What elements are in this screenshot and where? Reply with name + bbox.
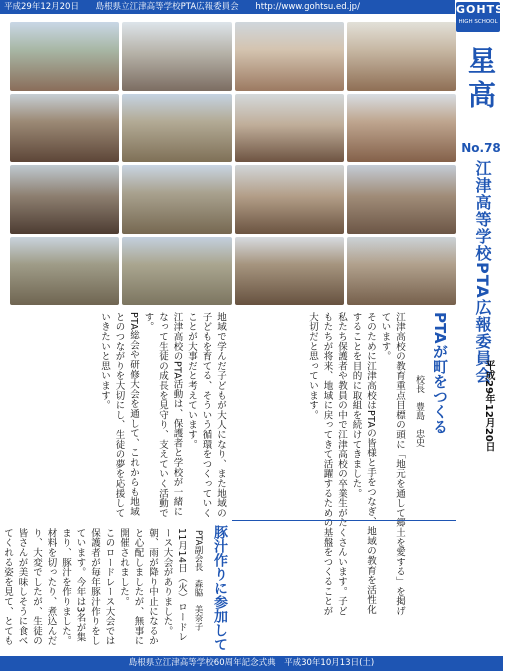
- header-date: 平成29年12月20日: [4, 2, 79, 12]
- article2-paragraph: 材料を切ったり、煮込んだり、大変でしたが、生徒の皆さんが美味しそうに食べてくれる姿を見て、とても: [2, 528, 57, 646]
- article1-paragraph: そのために江津高校はPTAの皆様と手をつなぎ、地域の教育を活性化することを目的に取組を続けてきました。: [350, 312, 376, 615]
- article2-byline: PTA副会長 森脇 美奈子: [193, 530, 203, 631]
- logo-line1: GOHTSU: [456, 3, 514, 16]
- photo-serving-3: [235, 237, 344, 306]
- divider: [232, 520, 456, 521]
- issue-number: No.78: [461, 141, 501, 155]
- article1-body: [232, 312, 406, 616]
- photo-cooking-1: [235, 22, 344, 91]
- article2-body: [2, 528, 188, 650]
- masthead-title: 星高: [464, 46, 497, 114]
- article1-paragraph: 江津高校のPTA活動は、保護者と学校が一緒になって生徒の成長を見守り、支えていく活動です。: [142, 312, 183, 518]
- photo-cooking-4: [347, 94, 456, 163]
- article1-paragraph: PTA総会や研修大会を通して、これからも地域とのつながりを大切にし、生徒の夢を応援していきたいと思います。: [99, 312, 139, 518]
- photo-cooking-3: [235, 94, 344, 163]
- header-url[interactable]: http://www.gohtsu.ed.jp/: [255, 2, 360, 12]
- header-publisher: 島根県立江津高等学校PTA広報委員会: [95, 2, 239, 12]
- footer-text: 島根県立江津高等学校60周年記念式典 平成30年10月13日(土): [128, 658, 375, 668]
- article1-paragraph: 江津高校の教育重点目標の頭に「地元を通して郷土を愛する」を掲げています。: [379, 312, 405, 616]
- photo-eating-1: [347, 237, 456, 306]
- article1-body-cont: [12, 312, 227, 522]
- school-logo: [456, 2, 514, 32]
- masthead-date: 平成29年12月20日: [483, 360, 494, 452]
- article2-paragraph: このロードレース大会では保護者が毎年豚汁作りをしています。今年は3名が集まり、豚汁を作りました。: [60, 528, 115, 646]
- article2-title: 豚汁作りに参加して: [212, 525, 228, 651]
- photo-tent-1: [122, 22, 231, 91]
- photo-bowls-1: [10, 94, 119, 163]
- photo-cooking-2: [347, 22, 456, 91]
- photo-roadrace-1: [10, 22, 119, 91]
- photo-students-1: [122, 94, 231, 163]
- photo-students-2: [122, 165, 231, 234]
- header-bar: [0, 0, 455, 14]
- article1-title: PTAが町をつくる: [431, 312, 449, 434]
- masthead-org: 江津高等学校PTA広報委員会: [473, 160, 492, 384]
- photo-serving-1: [235, 165, 344, 234]
- photo-bowls-2: [10, 165, 119, 234]
- footer-bar: [0, 656, 503, 671]
- article2-paragraph: 11月14日（火）ロードレース大会がありました。朝、雨が降り中止になるかと心配しましたが、無事に開催されました。: [118, 528, 187, 646]
- photo-serving-2: [347, 165, 456, 234]
- photo-students-3: [10, 237, 119, 306]
- logo-line2: HIGH SCHOOL: [458, 19, 498, 25]
- photo-students-4: [122, 237, 231, 306]
- article1-paragraph: 地域で学んだ子どもが大人になり、また地域の子どもを育てる、そういう循環をつくっていくことが大事だと考えています。: [186, 312, 226, 518]
- photo-collage: [10, 22, 456, 305]
- article1-paragraph: 私たち保護者や教員の中で江津高校の卒業生がたくさんいます。子どもたちが将来、地域に戻ってきて活躍するための基盤をつくることが大切だと思っています。: [307, 312, 347, 616]
- article1-byline: 校長 豊島 忠史: [414, 375, 424, 447]
